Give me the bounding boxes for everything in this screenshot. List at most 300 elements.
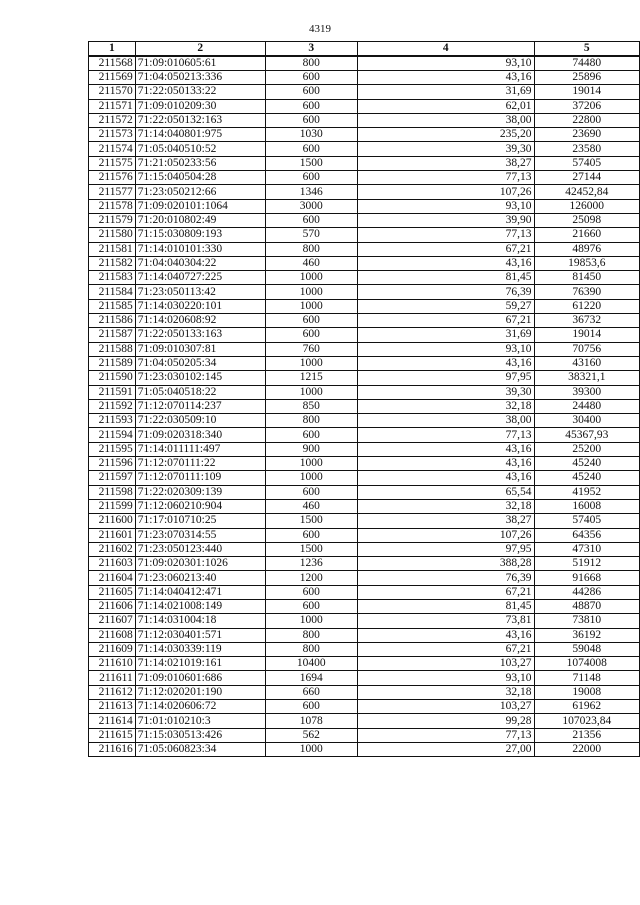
table-row bbox=[89, 514, 640, 528]
table-row bbox=[89, 457, 640, 471]
row-number-cell: 211585 bbox=[89, 299, 136, 313]
cadastral-number-cell: 71:23:050113:42 bbox=[135, 285, 265, 299]
value-cell: 27144 bbox=[534, 171, 639, 185]
area-cell: 600 bbox=[265, 85, 357, 99]
cadastral-number-cell: 71:22:050132:163 bbox=[135, 113, 265, 127]
table-row bbox=[89, 557, 640, 571]
table-row bbox=[89, 242, 640, 256]
row-number-cell: 211570 bbox=[89, 85, 136, 99]
rate-cell: 32,18 bbox=[357, 399, 534, 413]
rate-cell: 77,13 bbox=[357, 428, 534, 442]
table-row bbox=[89, 657, 640, 671]
row-number-cell: 211589 bbox=[89, 356, 136, 370]
cadastral-number-cell: 71:14:021008:149 bbox=[135, 599, 265, 613]
row-number-cell: 211580 bbox=[89, 228, 136, 242]
table-row bbox=[89, 671, 640, 685]
row-number-cell: 211575 bbox=[89, 156, 136, 170]
page-number: 4319 bbox=[309, 23, 331, 35]
rate-cell: 81,45 bbox=[357, 599, 534, 613]
table-row bbox=[89, 542, 640, 556]
value-cell: 19014 bbox=[534, 85, 639, 99]
area-cell: 600 bbox=[265, 599, 357, 613]
row-number-cell: 211602 bbox=[89, 542, 136, 556]
value-cell: 19014 bbox=[534, 328, 639, 342]
value-cell: 22000 bbox=[534, 742, 639, 756]
area-cell: 800 bbox=[265, 242, 357, 256]
value-cell: 30400 bbox=[534, 414, 639, 428]
table-row bbox=[89, 714, 640, 728]
rate-cell: 32,18 bbox=[357, 685, 534, 699]
cadastral-number-cell: 71:05:060823:34 bbox=[135, 742, 265, 756]
area-cell: 1000 bbox=[265, 457, 357, 471]
value-cell: 25098 bbox=[534, 213, 639, 227]
row-number-cell: 211614 bbox=[89, 714, 136, 728]
value-cell: 51912 bbox=[534, 557, 639, 571]
value-cell: 25200 bbox=[534, 442, 639, 456]
value-cell: 48976 bbox=[534, 242, 639, 256]
table-row bbox=[89, 442, 640, 456]
rate-cell: 59,27 bbox=[357, 299, 534, 313]
cadastral-number-cell: 71:14:030220:101 bbox=[135, 299, 265, 313]
area-cell: 900 bbox=[265, 442, 357, 456]
table-row bbox=[89, 285, 640, 299]
row-number-cell: 211600 bbox=[89, 514, 136, 528]
value-cell: 48870 bbox=[534, 599, 639, 613]
area-cell: 800 bbox=[265, 56, 357, 71]
rate-cell: 73,81 bbox=[357, 614, 534, 628]
cadastral-number-cell: 71:22:050133:163 bbox=[135, 328, 265, 342]
area-cell: 1500 bbox=[265, 156, 357, 170]
row-number-cell: 211603 bbox=[89, 557, 136, 571]
row-number-cell: 211574 bbox=[89, 142, 136, 156]
value-cell: 23580 bbox=[534, 142, 639, 156]
cadastral-number-cell: 71:14:020608:92 bbox=[135, 314, 265, 328]
row-number-cell: 211613 bbox=[89, 700, 136, 714]
data-table bbox=[88, 41, 640, 757]
rate-cell: 107,26 bbox=[357, 528, 534, 542]
rate-cell: 93,10 bbox=[357, 671, 534, 685]
area-cell: 760 bbox=[265, 342, 357, 356]
cadastral-number-cell: 71:01:010210:3 bbox=[135, 714, 265, 728]
rate-cell: 31,69 bbox=[357, 328, 534, 342]
rate-cell: 97,95 bbox=[357, 542, 534, 556]
rate-cell: 43,16 bbox=[357, 71, 534, 85]
value-cell: 73810 bbox=[534, 614, 639, 628]
rate-cell: 77,13 bbox=[357, 228, 534, 242]
area-cell: 1000 bbox=[265, 356, 357, 370]
cadastral-number-cell: 71:14:021019:161 bbox=[135, 657, 265, 671]
cadastral-number-cell: 71:15:030513:426 bbox=[135, 728, 265, 742]
table-row bbox=[89, 528, 640, 542]
cadastral-number-cell: 71:14:040801:975 bbox=[135, 128, 265, 142]
row-number-cell: 211593 bbox=[89, 414, 136, 428]
area-cell: 10400 bbox=[265, 657, 357, 671]
table-row bbox=[89, 156, 640, 170]
rate-cell: 76,39 bbox=[357, 285, 534, 299]
cadastral-number-cell: 71:09:010605:61 bbox=[135, 56, 265, 71]
cadastral-number-cell: 71:12:060210:904 bbox=[135, 499, 265, 513]
row-number-cell: 211598 bbox=[89, 485, 136, 499]
area-cell: 1215 bbox=[265, 371, 357, 385]
area-cell: 600 bbox=[265, 213, 357, 227]
area-cell: 1078 bbox=[265, 714, 357, 728]
table-row bbox=[89, 385, 640, 399]
rate-cell: 27,00 bbox=[357, 742, 534, 756]
area-cell: 1000 bbox=[265, 614, 357, 628]
cadastral-number-cell: 71:14:010101:330 bbox=[135, 242, 265, 256]
cadastral-number-cell: 71:09:010209:30 bbox=[135, 99, 265, 113]
cadastral-number-cell: 71:22:050133:22 bbox=[135, 85, 265, 99]
table-row bbox=[89, 371, 640, 385]
value-cell: 81450 bbox=[534, 271, 639, 285]
table-row bbox=[89, 571, 640, 585]
rate-cell: 77,13 bbox=[357, 728, 534, 742]
row-number-cell: 211607 bbox=[89, 614, 136, 628]
value-cell: 21660 bbox=[534, 228, 639, 242]
table-row bbox=[89, 213, 640, 227]
row-number-cell: 211605 bbox=[89, 585, 136, 599]
value-cell: 21356 bbox=[534, 728, 639, 742]
area-cell: 460 bbox=[265, 499, 357, 513]
table-row bbox=[89, 685, 640, 699]
rate-cell: 103,27 bbox=[357, 700, 534, 714]
area-cell: 1000 bbox=[265, 285, 357, 299]
area-cell: 1346 bbox=[265, 185, 357, 199]
area-cell: 1236 bbox=[265, 557, 357, 571]
area-cell: 1000 bbox=[265, 471, 357, 485]
row-number-cell: 211590 bbox=[89, 371, 136, 385]
cadastral-number-cell: 71:20:010802:49 bbox=[135, 213, 265, 227]
table-row bbox=[89, 71, 640, 85]
value-cell: 45240 bbox=[534, 471, 639, 485]
rate-cell: 235,20 bbox=[357, 128, 534, 142]
rate-cell: 67,21 bbox=[357, 314, 534, 328]
value-cell: 107023,84 bbox=[534, 714, 639, 728]
table-row bbox=[89, 428, 640, 442]
cadastral-number-cell: 71:14:030339:119 bbox=[135, 642, 265, 656]
row-number-cell: 211583 bbox=[89, 271, 136, 285]
cadastral-number-cell: 71:17:010710:25 bbox=[135, 514, 265, 528]
rate-cell: 39,30 bbox=[357, 142, 534, 156]
rate-cell: 62,01 bbox=[357, 99, 534, 113]
value-cell: 76390 bbox=[534, 285, 639, 299]
row-number-cell: 211581 bbox=[89, 242, 136, 256]
value-cell: 24480 bbox=[534, 399, 639, 413]
rate-cell: 38,00 bbox=[357, 113, 534, 127]
rate-cell: 67,21 bbox=[357, 242, 534, 256]
row-number-cell: 211599 bbox=[89, 499, 136, 513]
rate-cell: 93,10 bbox=[357, 199, 534, 213]
rate-cell: 65,54 bbox=[357, 485, 534, 499]
cadastral-number-cell: 71:22:020309:139 bbox=[135, 485, 265, 499]
rate-cell: 99,28 bbox=[357, 714, 534, 728]
cadastral-number-cell: 71:09:020318:340 bbox=[135, 428, 265, 442]
table-row bbox=[89, 499, 640, 513]
row-number-cell: 211571 bbox=[89, 99, 136, 113]
table-row bbox=[89, 642, 640, 656]
value-cell: 74480 bbox=[534, 56, 639, 71]
cadastral-number-cell: 71:05:040518:22 bbox=[135, 385, 265, 399]
area-cell: 1030 bbox=[265, 128, 357, 142]
area-cell: 460 bbox=[265, 256, 357, 270]
area-cell: 800 bbox=[265, 628, 357, 642]
rate-cell: 67,21 bbox=[357, 585, 534, 599]
value-cell: 1074008 bbox=[534, 657, 639, 671]
row-number-cell: 211588 bbox=[89, 342, 136, 356]
value-cell: 64356 bbox=[534, 528, 639, 542]
row-number-cell: 211586 bbox=[89, 314, 136, 328]
value-cell: 37206 bbox=[534, 99, 639, 113]
value-cell: 45240 bbox=[534, 457, 639, 471]
area-cell: 600 bbox=[265, 99, 357, 113]
rate-cell: 39,90 bbox=[357, 213, 534, 227]
cadastral-number-cell: 71:12:030401:571 bbox=[135, 628, 265, 642]
rate-cell: 38,27 bbox=[357, 156, 534, 170]
area-cell: 850 bbox=[265, 399, 357, 413]
cadastral-number-cell: 71:12:070114:237 bbox=[135, 399, 265, 413]
table-header-row bbox=[89, 42, 640, 57]
area-cell: 1694 bbox=[265, 671, 357, 685]
area-cell: 600 bbox=[265, 528, 357, 542]
area-cell: 3000 bbox=[265, 199, 357, 213]
value-cell: 43160 bbox=[534, 356, 639, 370]
area-cell: 600 bbox=[265, 485, 357, 499]
value-cell: 36732 bbox=[534, 314, 639, 328]
table-body bbox=[89, 56, 640, 757]
column-header-1: 1 bbox=[89, 42, 136, 57]
rate-cell: 93,10 bbox=[357, 342, 534, 356]
table-row bbox=[89, 414, 640, 428]
value-cell: 23690 bbox=[534, 128, 639, 142]
rate-cell: 38,00 bbox=[357, 414, 534, 428]
rate-cell: 76,39 bbox=[357, 571, 534, 585]
cadastral-number-cell: 71:14:011111:497 bbox=[135, 442, 265, 456]
value-cell: 25896 bbox=[534, 71, 639, 85]
table-row bbox=[89, 628, 640, 642]
area-cell: 1000 bbox=[265, 299, 357, 313]
area-cell: 1500 bbox=[265, 514, 357, 528]
table-row bbox=[89, 256, 640, 270]
table-row bbox=[89, 113, 640, 127]
rate-cell: 81,45 bbox=[357, 271, 534, 285]
area-cell: 600 bbox=[265, 328, 357, 342]
rate-cell: 77,13 bbox=[357, 171, 534, 185]
column-header-4: 4 bbox=[357, 42, 534, 57]
cadastral-number-cell: 71:04:040304:22 bbox=[135, 256, 265, 270]
rate-cell: 31,69 bbox=[357, 85, 534, 99]
area-cell: 562 bbox=[265, 728, 357, 742]
cadastral-number-cell: 71:09:020301:1026 bbox=[135, 557, 265, 571]
row-number-cell: 211577 bbox=[89, 185, 136, 199]
row-number-cell: 211601 bbox=[89, 528, 136, 542]
table-row bbox=[89, 228, 640, 242]
table-row bbox=[89, 99, 640, 113]
cadastral-number-cell: 71:15:040504:28 bbox=[135, 171, 265, 185]
cadastral-number-cell: 71:21:050233:56 bbox=[135, 156, 265, 170]
cadastral-number-cell: 71:23:050123:440 bbox=[135, 542, 265, 556]
area-cell: 600 bbox=[265, 428, 357, 442]
rate-cell: 43,16 bbox=[357, 457, 534, 471]
value-cell: 70756 bbox=[534, 342, 639, 356]
table-row bbox=[89, 128, 640, 142]
cadastral-number-cell: 71:23:060213:40 bbox=[135, 571, 265, 585]
cadastral-number-cell: 71:23:030102:145 bbox=[135, 371, 265, 385]
cadastral-number-cell: 71:14:020606:72 bbox=[135, 700, 265, 714]
value-cell: 57405 bbox=[534, 156, 639, 170]
value-cell: 47310 bbox=[534, 542, 639, 556]
cadastral-number-cell: 71:14:031004:18 bbox=[135, 614, 265, 628]
row-number-cell: 211594 bbox=[89, 428, 136, 442]
value-cell: 19008 bbox=[534, 685, 639, 699]
row-number-cell: 211612 bbox=[89, 685, 136, 699]
cadastral-number-cell: 71:12:070111:22 bbox=[135, 457, 265, 471]
area-cell: 600 bbox=[265, 71, 357, 85]
rate-cell: 43,16 bbox=[357, 471, 534, 485]
table-row bbox=[89, 485, 640, 499]
rate-cell: 43,16 bbox=[357, 442, 534, 456]
area-cell: 1000 bbox=[265, 271, 357, 285]
cadastral-number-cell: 71:12:070111:109 bbox=[135, 471, 265, 485]
table-row bbox=[89, 142, 640, 156]
row-number-cell: 211606 bbox=[89, 599, 136, 613]
rate-cell: 43,16 bbox=[357, 628, 534, 642]
table-row bbox=[89, 356, 640, 370]
value-cell: 36192 bbox=[534, 628, 639, 642]
row-number-cell: 211587 bbox=[89, 328, 136, 342]
row-number-cell: 211608 bbox=[89, 628, 136, 642]
row-number-cell: 211578 bbox=[89, 199, 136, 213]
value-cell: 19853,6 bbox=[534, 256, 639, 270]
area-cell: 660 bbox=[265, 685, 357, 699]
value-cell: 22800 bbox=[534, 113, 639, 127]
table-row bbox=[89, 585, 640, 599]
rate-cell: 38,27 bbox=[357, 514, 534, 528]
table-row bbox=[89, 199, 640, 213]
row-number-cell: 211579 bbox=[89, 213, 136, 227]
table-row bbox=[89, 700, 640, 714]
row-number-cell: 211584 bbox=[89, 285, 136, 299]
area-cell: 1500 bbox=[265, 542, 357, 556]
row-number-cell: 211573 bbox=[89, 128, 136, 142]
rate-cell: 97,95 bbox=[357, 371, 534, 385]
table-row bbox=[89, 471, 640, 485]
cadastral-number-cell: 71:14:040727:225 bbox=[135, 271, 265, 285]
rate-cell: 93,10 bbox=[357, 56, 534, 71]
area-cell: 600 bbox=[265, 314, 357, 328]
cadastral-number-cell: 71:04:050213:336 bbox=[135, 71, 265, 85]
row-number-cell: 211595 bbox=[89, 442, 136, 456]
value-cell: 71148 bbox=[534, 671, 639, 685]
area-cell: 1200 bbox=[265, 571, 357, 585]
area-cell: 1000 bbox=[265, 385, 357, 399]
row-number-cell: 211572 bbox=[89, 113, 136, 127]
value-cell: 41952 bbox=[534, 485, 639, 499]
row-number-cell: 211616 bbox=[89, 742, 136, 756]
area-cell: 600 bbox=[265, 585, 357, 599]
cadastral-number-cell: 71:04:050205:34 bbox=[135, 356, 265, 370]
table-row bbox=[89, 271, 640, 285]
rate-cell: 67,21 bbox=[357, 642, 534, 656]
value-cell: 59048 bbox=[534, 642, 639, 656]
table-row bbox=[89, 399, 640, 413]
column-header-3: 3 bbox=[265, 42, 357, 57]
row-number-cell: 211610 bbox=[89, 657, 136, 671]
table-row bbox=[89, 342, 640, 356]
value-cell: 61220 bbox=[534, 299, 639, 313]
value-cell: 39300 bbox=[534, 385, 639, 399]
cadastral-number-cell: 71:22:030509:10 bbox=[135, 414, 265, 428]
value-cell: 45367,93 bbox=[534, 428, 639, 442]
cadastral-number-cell: 71:23:070314:55 bbox=[135, 528, 265, 542]
table-row bbox=[89, 314, 640, 328]
area-cell: 800 bbox=[265, 642, 357, 656]
column-header-2: 2 bbox=[135, 42, 265, 57]
cadastral-number-cell: 71:05:040510:52 bbox=[135, 142, 265, 156]
table-row bbox=[89, 728, 640, 742]
cadastral-number-cell: 71:12:020201:190 bbox=[135, 685, 265, 699]
table-row bbox=[89, 614, 640, 628]
value-cell: 126000 bbox=[534, 199, 639, 213]
rate-cell: 32,18 bbox=[357, 499, 534, 513]
value-cell: 16008 bbox=[534, 499, 639, 513]
row-number-cell: 211604 bbox=[89, 571, 136, 585]
table-row bbox=[89, 56, 640, 71]
row-number-cell: 211592 bbox=[89, 399, 136, 413]
row-number-cell: 211609 bbox=[89, 642, 136, 656]
row-number-cell: 211591 bbox=[89, 385, 136, 399]
rate-cell: 388,28 bbox=[357, 557, 534, 571]
row-number-cell: 211568 bbox=[89, 56, 136, 71]
cadastral-number-cell: 71:09:020101:1064 bbox=[135, 199, 265, 213]
row-number-cell: 211576 bbox=[89, 171, 136, 185]
area-cell: 600 bbox=[265, 113, 357, 127]
table-row bbox=[89, 85, 640, 99]
value-cell: 57405 bbox=[534, 514, 639, 528]
area-cell: 600 bbox=[265, 142, 357, 156]
area-cell: 600 bbox=[265, 171, 357, 185]
value-cell: 91668 bbox=[534, 571, 639, 585]
row-number-cell: 211611 bbox=[89, 671, 136, 685]
table-row bbox=[89, 328, 640, 342]
value-cell: 44286 bbox=[534, 585, 639, 599]
area-cell: 800 bbox=[265, 414, 357, 428]
area-cell: 570 bbox=[265, 228, 357, 242]
table-row bbox=[89, 299, 640, 313]
rate-cell: 103,27 bbox=[357, 657, 534, 671]
table-row bbox=[89, 185, 640, 199]
area-cell: 1000 bbox=[265, 742, 357, 756]
cadastral-number-cell: 71:15:030809:193 bbox=[135, 228, 265, 242]
cadastral-number-cell: 71:23:050212:66 bbox=[135, 185, 265, 199]
column-header-5: 5 bbox=[534, 42, 639, 57]
table-row bbox=[89, 171, 640, 185]
value-cell: 38321,1 bbox=[534, 371, 639, 385]
row-number-cell: 211582 bbox=[89, 256, 136, 270]
cadastral-number-cell: 71:14:040412:471 bbox=[135, 585, 265, 599]
rate-cell: 107,26 bbox=[357, 185, 534, 199]
row-number-cell: 211596 bbox=[89, 457, 136, 471]
value-cell: 61962 bbox=[534, 700, 639, 714]
rate-cell: 43,16 bbox=[357, 356, 534, 370]
rate-cell: 39,30 bbox=[357, 385, 534, 399]
table-row bbox=[89, 742, 640, 756]
row-number-cell: 211569 bbox=[89, 71, 136, 85]
value-cell: 42452,84 bbox=[534, 185, 639, 199]
row-number-cell: 211615 bbox=[89, 728, 136, 742]
rate-cell: 43,16 bbox=[357, 256, 534, 270]
row-number-cell: 211597 bbox=[89, 471, 136, 485]
table-row bbox=[89, 599, 640, 613]
